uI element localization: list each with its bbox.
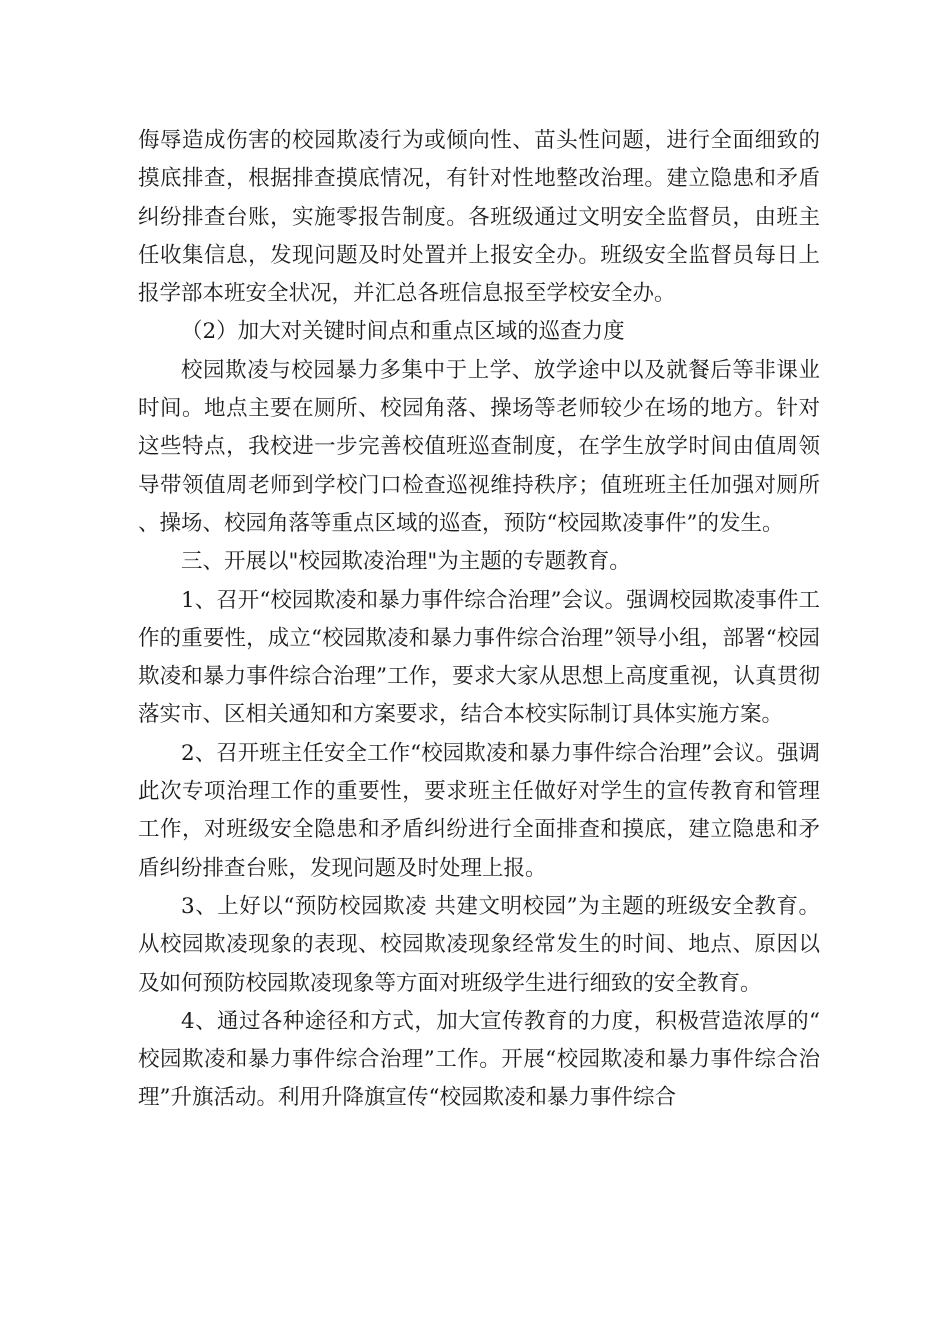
- paragraph-reporting-system: 侮辱造成伤害的校园欺凌行为或倾向性、苗头性问题，进行全面细致的摸底排查，根据排查摸底情况，有针对性地整改治理。建立隐患和矛盾纠纷排查台账，实施零报告制度。各班级通过文明安全监督员，由班主任收集信息，发现问题及时处置并上报安全办。班级安全监督员每日上报学部本班安全状况，并汇总各班信息报至学校安全办。: [138, 128, 820, 307]
- paragraph-item-1: 1、召开“校园欺凌和暴力事件综合治理”会议。强调校园欺凌事件工作的重要性，成立“校园欺凌和暴力事件综合治理”领导小组，部署“校园欺凌和暴力事件综合治理”工作，要求大家从思想上高度重视，认真贯彻落实市、区相关通知和方案要求，结合本校实际制订具体实施方案。: [138, 587, 820, 728]
- paragraph-item-2: 2、召开班主任安全工作“校园欺凌和暴力事件综合治理”会议。强调此次专项治理工作的重要性，要求班主任做好对学生的宣传教育和管理工作，对班级安全隐患和矛盾纠纷进行全面排查和摸底，建立隐患和矛盾纠纷排查台账，发现问题及时处理上报。: [138, 740, 820, 881]
- paragraph-item-4: 4、通过各种途径和方式，加大宣传教育的力度，积极营造浓厚的“校园欺凌和暴力事件综合治理”工作。开展“校园欺凌和暴力事件综合治理”升旗活动。利用升降旗宣传“校园欺凌和暴力事件综合: [138, 1008, 820, 1111]
- document-body: [138, 122, 820, 1118]
- paragraph-patrol-details: 校园欺凌与校园暴力多集中于上学、放学途中以及就餐后等非课业时间。地点主要在厕所、校园角落、操场等老师较少在场的地方。针对这些特点，我校进一步完善校值班巡查制度，在学生放学时间由值周领导带领值周老师到学校门口检查巡视维持秩序；值班班主任加强对厕所、操场、校园角落等重点区域的巡查，预防“校园欺凌事件”的发生。: [138, 357, 820, 536]
- heading-section-three: 三、开展以"校园欺凌治理"为主题的专题教育。: [181, 549, 631, 575]
- paragraph-item-3: 3、上好以“预防校园欺凌 共建文明校园”为主题的班级安全教育。从校园欺凌现象的表现、校园欺凌现象经常发生的时间、地点、原因以及如何预防校园欺凌现象等方面对班级学生进行细致的安全教育。: [138, 893, 820, 996]
- heading-patrol-intensity: （2）加大对关键时间点和重点区域的巡查力度: [181, 319, 625, 345]
